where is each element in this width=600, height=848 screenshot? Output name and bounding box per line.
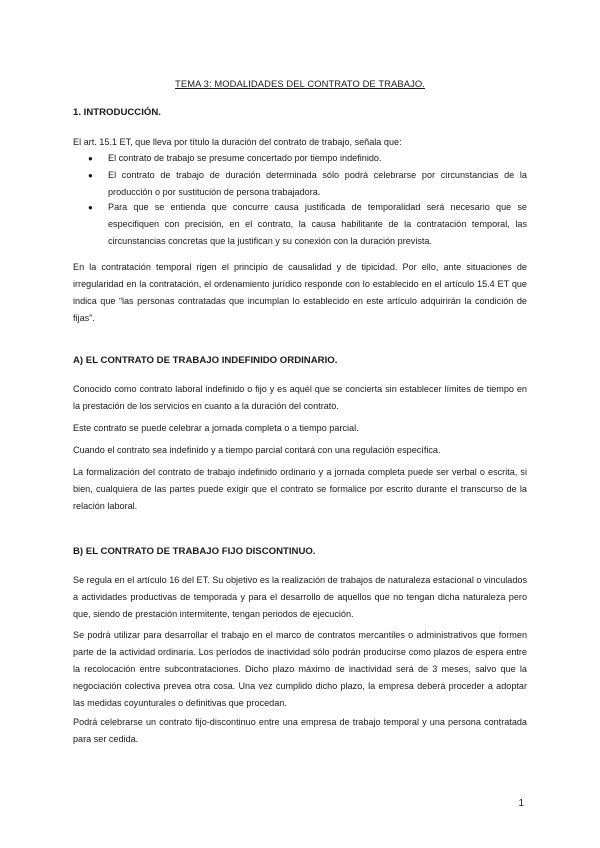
list-item: El contrato de trabajo de duración determinada sólo podrá celebrarse por circunstancias de la producción o por sustitución de persona trabajadora. xyxy=(108,170,527,197)
bullet-icon: ● xyxy=(88,171,93,180)
section-heading-fijo-discontinuo: B) EL CONTRATO DE TRABAJO FIJO DISCONTINUO. xyxy=(73,546,316,557)
bullet-icon: ● xyxy=(88,154,93,163)
paragraph: Se podrá utilizar para desarrollar el trabajo en el marco de contratos mercantiles o administrativos que formen parte de la actividad ordinaria. Los períodos de inactividad sólo podrán producirse como plazos de espera entre la recolocación entre subcontrataciones. Dicho plazo máximo de inactividad será de 3 meses, salvo que la negociación colectiva prevea otra cosa. Una vez cumplido dicho plazo, la empresa deberá proceder a adoptar las medidas coyunturales o definitivas que procedan. xyxy=(73,630,527,708)
principles-paragraph: En la contratación temporal rigen el principio de causalidad y de tipicidad. Por ello, ante situaciones de irregularidad en la contratación, el ordenamiento jurídico responde con lo establecido en el artículo 15.4 ET que indica que “las personas contratadas que incumplan lo establecido en este artículo adquirirán la condición de fijas”. xyxy=(73,262,527,323)
paragraph: Este contrato se puede celebrar a jornada completa o a tiempo parcial. xyxy=(73,423,359,433)
document-title: TEMA 3: MODALIDADES DEL CONTRATO DE TRABAJO. xyxy=(175,78,425,89)
paragraph: La formalización del contrato de trabajo indefinido ordinario y a jornada completa puede ser verbal o escrita, si bien, cualquiera de las partes puede exigir que el contrato se formalice por escrito durante el transcurso de la relación laboral. xyxy=(73,467,527,511)
list-item: El contrato de trabajo se presume concertado por tiempo indefinido. xyxy=(108,153,382,163)
paragraph: Se regula en el artículo 16 del ET. Su objetivo es la realización de trabajos de naturaleza estacional o vinculados a actividades productivas de temporada y para el desarrollo de aquellos que no tengan dicha naturaleza pero que, siendo de prestación intermitente, tengan periodos de ejecución. xyxy=(73,575,527,619)
bullet-icon: ● xyxy=(88,203,93,212)
intro-paragraph: El art. 15.1 ET, que lleva por título la duración del contrato de trabajo, señala que: xyxy=(73,137,402,147)
paragraph: Podrá celebrarse un contrato fijo-discontinuo entre una empresa de trabajo temporal y una persona contratada para ser cedida. xyxy=(73,717,527,744)
paragraph: Conocido como contrato laboral indefinido o fijo y es aquél que se concierta sin establecer límites de tiempo en la prestación de los servicios en cuanto a la duración del contrato. xyxy=(73,384,527,411)
paragraph: Cuando el contrato sea indefinido y a tiempo parcial contará con una regulación específica. xyxy=(73,445,441,455)
section-heading-introduccion: 1. INTRODUCCIÓN. xyxy=(73,107,161,118)
list-item: Para que se entienda que concurre causa justificada de temporalidad será necesario que se especifiquen con precisión, en el contrato, la causa habilitante de la contratación temporal, las circunstancias concretas que la justifican y su conexión con la duración prevista. xyxy=(108,202,527,246)
section-heading-indefinido: A) EL CONTRATO DE TRABAJO INDEFINIDO ORDINARIO. xyxy=(73,355,338,366)
page-number: 1 xyxy=(518,798,524,809)
